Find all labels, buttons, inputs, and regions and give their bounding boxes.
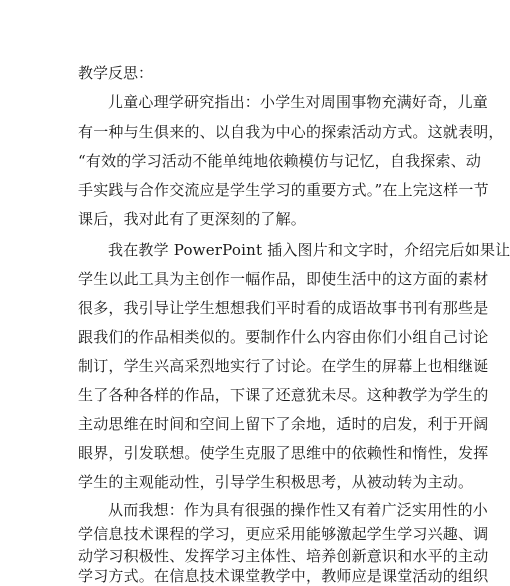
paragraph-3-line-2: 学信息技术课程的学习，更应采用能够激起学生学习兴趣、调 [78, 525, 489, 543]
section-heading: 教学反思： [78, 64, 154, 82]
paragraph-1-line-4: 手实践与合作交流应是学生学习的重要方式。”在上完这样一节 [78, 181, 489, 199]
paragraph-2-line-3: 很多，我引导让学生想想我们平时看的成语故事书刊有那些是 [78, 299, 489, 317]
paragraph-1-line-2: 有一种与生俱来的、以自我为中心的探索活动方式。这就表明， [78, 123, 504, 141]
paragraph-2-line-9: 学生的主观能动性，引导学生积极思考，从被动转为主动。 [78, 473, 474, 491]
paragraph-1-line-3: “有效的学习活动不能单纯地依赖模仿与记忆，自我探索、动 [78, 152, 482, 170]
paragraph-2-line-7: 主动思维在时间和空间上留下了余地，适时的启发，利于开阔 [78, 415, 489, 433]
paragraph-2-line-2: 学生以此工具为主创作一幅作品，即使生活中的这方面的素材 [78, 270, 489, 288]
paragraph-3-line-3: 动学习积极性、发挥学习主体性、培养创新意识和水平的主动 [78, 547, 489, 565]
paragraph-2-line-4: 跟我们的作品相类似的。要制作什么内容由你们小组自己讨论 [78, 328, 489, 346]
paragraph-2-line-8: 眼界，引发联想。使学生克服了思维中的依赖性和惰性，发挥 [78, 444, 489, 462]
paragraph-2-line-5: 制订，学生兴高采烈地实行了讨论。在学生的屏幕上也相继诞 [78, 357, 489, 375]
paragraph-2-line-1: 我在教学 PowerPoint 插入图片和文字时，介绍完后如果让 [108, 241, 510, 259]
paragraph-3-line-1: 从而我想：作为具有很强的操作性又有着广泛实用性的小 [108, 501, 489, 519]
paragraph-2-line-6: 生了各种各样的作品，下课了还意犹未尽。这种教学为学生的 [78, 386, 489, 404]
paragraph-1-line-1: 儿童心理学研究指出：小学生对周围事物充满好奇，儿童 [108, 93, 489, 111]
paragraph-1-line-5: 课后，我对此有了更深刻的了解。 [78, 210, 307, 228]
paragraph-3-line-4: 学习方式。在信息技术课堂教学中，教师应是课堂活动的组织 [78, 567, 489, 585]
